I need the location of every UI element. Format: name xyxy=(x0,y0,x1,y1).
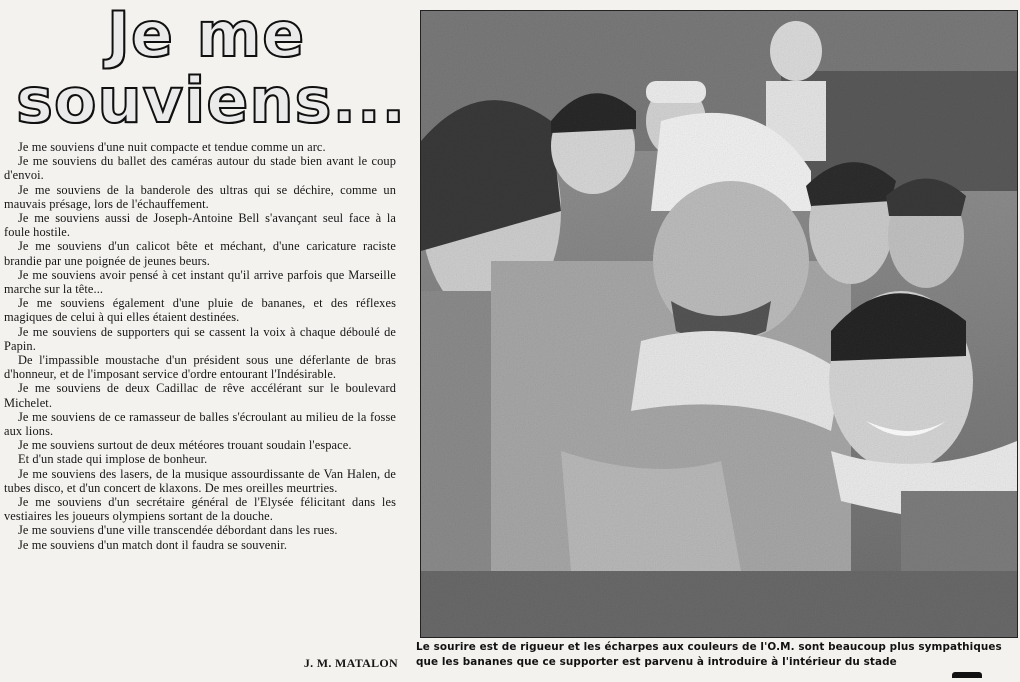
article-paragraph: Je me souviens d'un secrétaire général de l'Elysée félicitant dans les vestiaires les joueurs olympiens sortant de la douche. xyxy=(4,495,396,524)
article-paragraph: Je me souviens aussi de Joseph-Antoine Bell s'avançant seul face à la foule hostile. xyxy=(4,211,396,240)
article-body xyxy=(4,140,396,552)
article-paragraph: Je me souviens de deux Cadillac de rêve accélérant sur le boulevard Michelet. xyxy=(4,381,396,410)
headline-line-1: Je me xyxy=(106,0,306,71)
page-ornament xyxy=(952,672,982,678)
article-paragraph: Je me souviens de la banderole des ultras qui se déchire, comme un mauvais présage, lors de l'échauffement. xyxy=(4,182,396,211)
article-paragraph: Je me souviens des lasers, de la musique assourdissante de Van Halen, de tubes disco, et d'un concert de klaxons. De mes oreilles meurtries. xyxy=(4,466,396,495)
article-paragraph: Je me souviens également d'une pluie de bananes, et des réflexes magiques de celui à qui elles étaient destinées. xyxy=(4,296,396,325)
headline-line-2: souviens... xyxy=(16,64,407,137)
article-paragraph: Je me souviens d'une ville transcendée débordant dans les rues. xyxy=(18,523,338,538)
article-column xyxy=(0,0,412,682)
news-photo xyxy=(420,10,1018,638)
article-paragraph: Je me souviens surtout de deux météores trouant soudain l'espace. xyxy=(18,438,352,453)
article-paragraph: Je me souviens de ce ramasseur de balles s'écroulant au milieu de la fosse aux lions. xyxy=(4,409,396,439)
article-paragraph: Et d'un stade qui implose de bonheur. xyxy=(18,452,208,467)
photo-caption: Le sourire est de rigueur et les écharpes aux couleurs de l'O.M. sont beaucoup plus sympathiques que les bananes que ce supporter est parvenu à introduire à l'intérieur du stade xyxy=(416,641,1002,668)
supporters-photo-illustration xyxy=(421,11,1017,637)
article-paragraph: Je me souviens d'un calicot bête et méchant, d'une caricature raciste brandie par une poignée de jeunes beurs. xyxy=(4,239,396,268)
article-paragraph: Je me souviens d'un match dont il faudra se souvenir. xyxy=(18,537,288,552)
article-paragraph: Je me souviens de supporters qui se cassent la voix à chaque déboulé de Papin. xyxy=(4,324,396,353)
article-paragraph: Je me souviens avoir pensé à cet instant qu'il arrive parfois que Marseille marche sur la tête... xyxy=(4,267,396,297)
article-byline: J. M. MATALON xyxy=(303,656,398,670)
article-paragraph: De l'impassible moustache d'un président sous une déferlante de bras d'honneur, et de l'imposant service d'ordre entourant l'Indésirable. xyxy=(4,353,396,382)
article-paragraph: Je me souviens du ballet des caméras autour du stade bien avant le coup d'envoi. xyxy=(4,154,396,183)
article-paragraph: Je me souviens d'une nuit compacte et tendue comme un arc. xyxy=(18,140,326,154)
